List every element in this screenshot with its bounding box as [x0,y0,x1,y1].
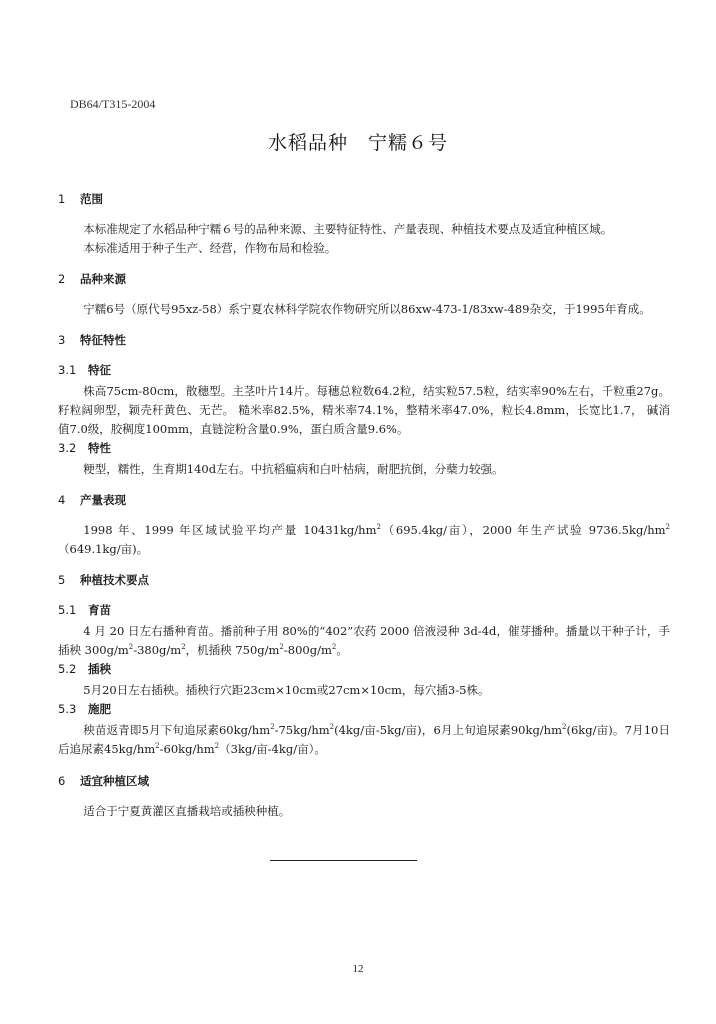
section-5-heading [58,571,670,590]
section-title: 插秧 [88,662,111,676]
page-number: 12 [352,963,364,975]
section-4-paragraph: 1998 年、1999 年区域试验平均产量 $10431kg/hm^2(695.4kg/$亩），2000 年生产试验 $9736.5kg/hm^2(649.1kg/$亩)。 [58,523,670,556]
section-number: 3.1 [58,363,77,377]
section-5-1-heading [58,601,670,620]
section-6-heading [58,772,670,791]
section-number: 5.3 [58,702,77,716]
section-number: 5 [58,573,66,587]
section-5-3-heading [58,700,670,719]
section-2-paragraph: 宁糯6号（原代号95xz-58）系宁夏农林科学院农作物研究所以86xw-473-1/83xw-489杂交，于1995年育成。 [83,302,651,316]
section-1-paragraph-1: 本标准规定了水稻品种宁糯６号的品种来源、主要特征特性、产量表现、种植技术要点及适宜种植区域。 [83,222,613,236]
section-title: 种植技术要点 [80,573,149,587]
section-6-paragraph: 适合于宁夏黄灌区直播栽培或插秧种植。 [83,804,291,818]
section-title: 特性 [88,441,111,455]
section-number: 5.1 [58,603,77,617]
section-4-heading [58,491,670,510]
section-3-heading [58,331,670,350]
section-title: 适宜种植区域 [80,774,149,788]
document-code: DB64/T315-2004 [70,97,156,111]
section-5-2-heading [58,660,670,679]
section-title: 育苗 [88,603,111,617]
section-number: 5.2 [58,662,77,676]
section-number: 2 [58,272,66,286]
section-1-heading [58,190,670,209]
section-title: 施肥 [88,702,111,716]
section-3-2-heading [58,439,670,458]
section-5-2-paragraph: 5月20日左右插秧。插秧行穴距23cm×10cm或27cm×10cm，每穴插3-5株。 [83,683,490,697]
section-1-paragraph-2: 本标准适用于种子生产、经营，作物布局和检验。 [83,241,337,255]
section-number: 3 [58,333,66,347]
section-3-1-paragraph: 株高75cm-80cm，散穗型。主茎叶片14片。每穗总粒数64.2粒，结实粒57.5粒，结实率90%左右，千粒重27g。籽粒阔卵型，颖壳秆黄色、无芒。 糙米率82.5%，精米率74.1%，整精米率47.0%，粒长4.8mm，长宽比1.7， 碱消值7.0级，胶稠度100mm，直链淀粉含量0.9%，蛋白质含量9.6%。 [58,384,670,436]
section-title: 特征 [88,363,111,377]
section-number: 1 [58,192,66,206]
section-2-heading [58,270,670,289]
section-5-1-paragraph: 4 月 20 日左右播种育苗。播前种子用 80%的“402”农药 2000 倍液浸种 3d-4d，催芽播种。播量以干种子计，手插秧 $300g/m^2-380g/m^2$，机插秧 $750g/m^2-800g/m^2$。 [58,624,670,657]
section-number: 6 [58,774,66,788]
document-body [58,190,670,821]
section-5-3-paragraph: 秧苗返青即5月下旬追尿素$60kg/hm^2-75kg/hm^2(4kg/$亩-5kg/亩)，6月上旬追尿素$90kg/hm^2(6kg/$亩)。7月10日后追尿素$45kg/hm^2-60kg/hm^2(3kg/$亩-4kg/亩）。 [58,723,670,756]
section-number: 3.2 [58,441,77,455]
end-divider-line [270,860,417,861]
section-title: 品种来源 [80,272,126,286]
page-title: 水稻品种 宁糯６号 [267,132,448,154]
section-title: 范围 [80,192,103,206]
section-3-2-paragraph: 粳型，糯性，生育期140d左右。中抗稻瘟病和白叶枯病，耐肥抗倒，分蘖力较强。 [83,462,504,476]
section-title: 特征特性 [80,333,126,347]
section-title: 产量表现 [80,493,126,507]
section-number: 4 [58,493,66,507]
section-3-1-heading [58,361,670,380]
